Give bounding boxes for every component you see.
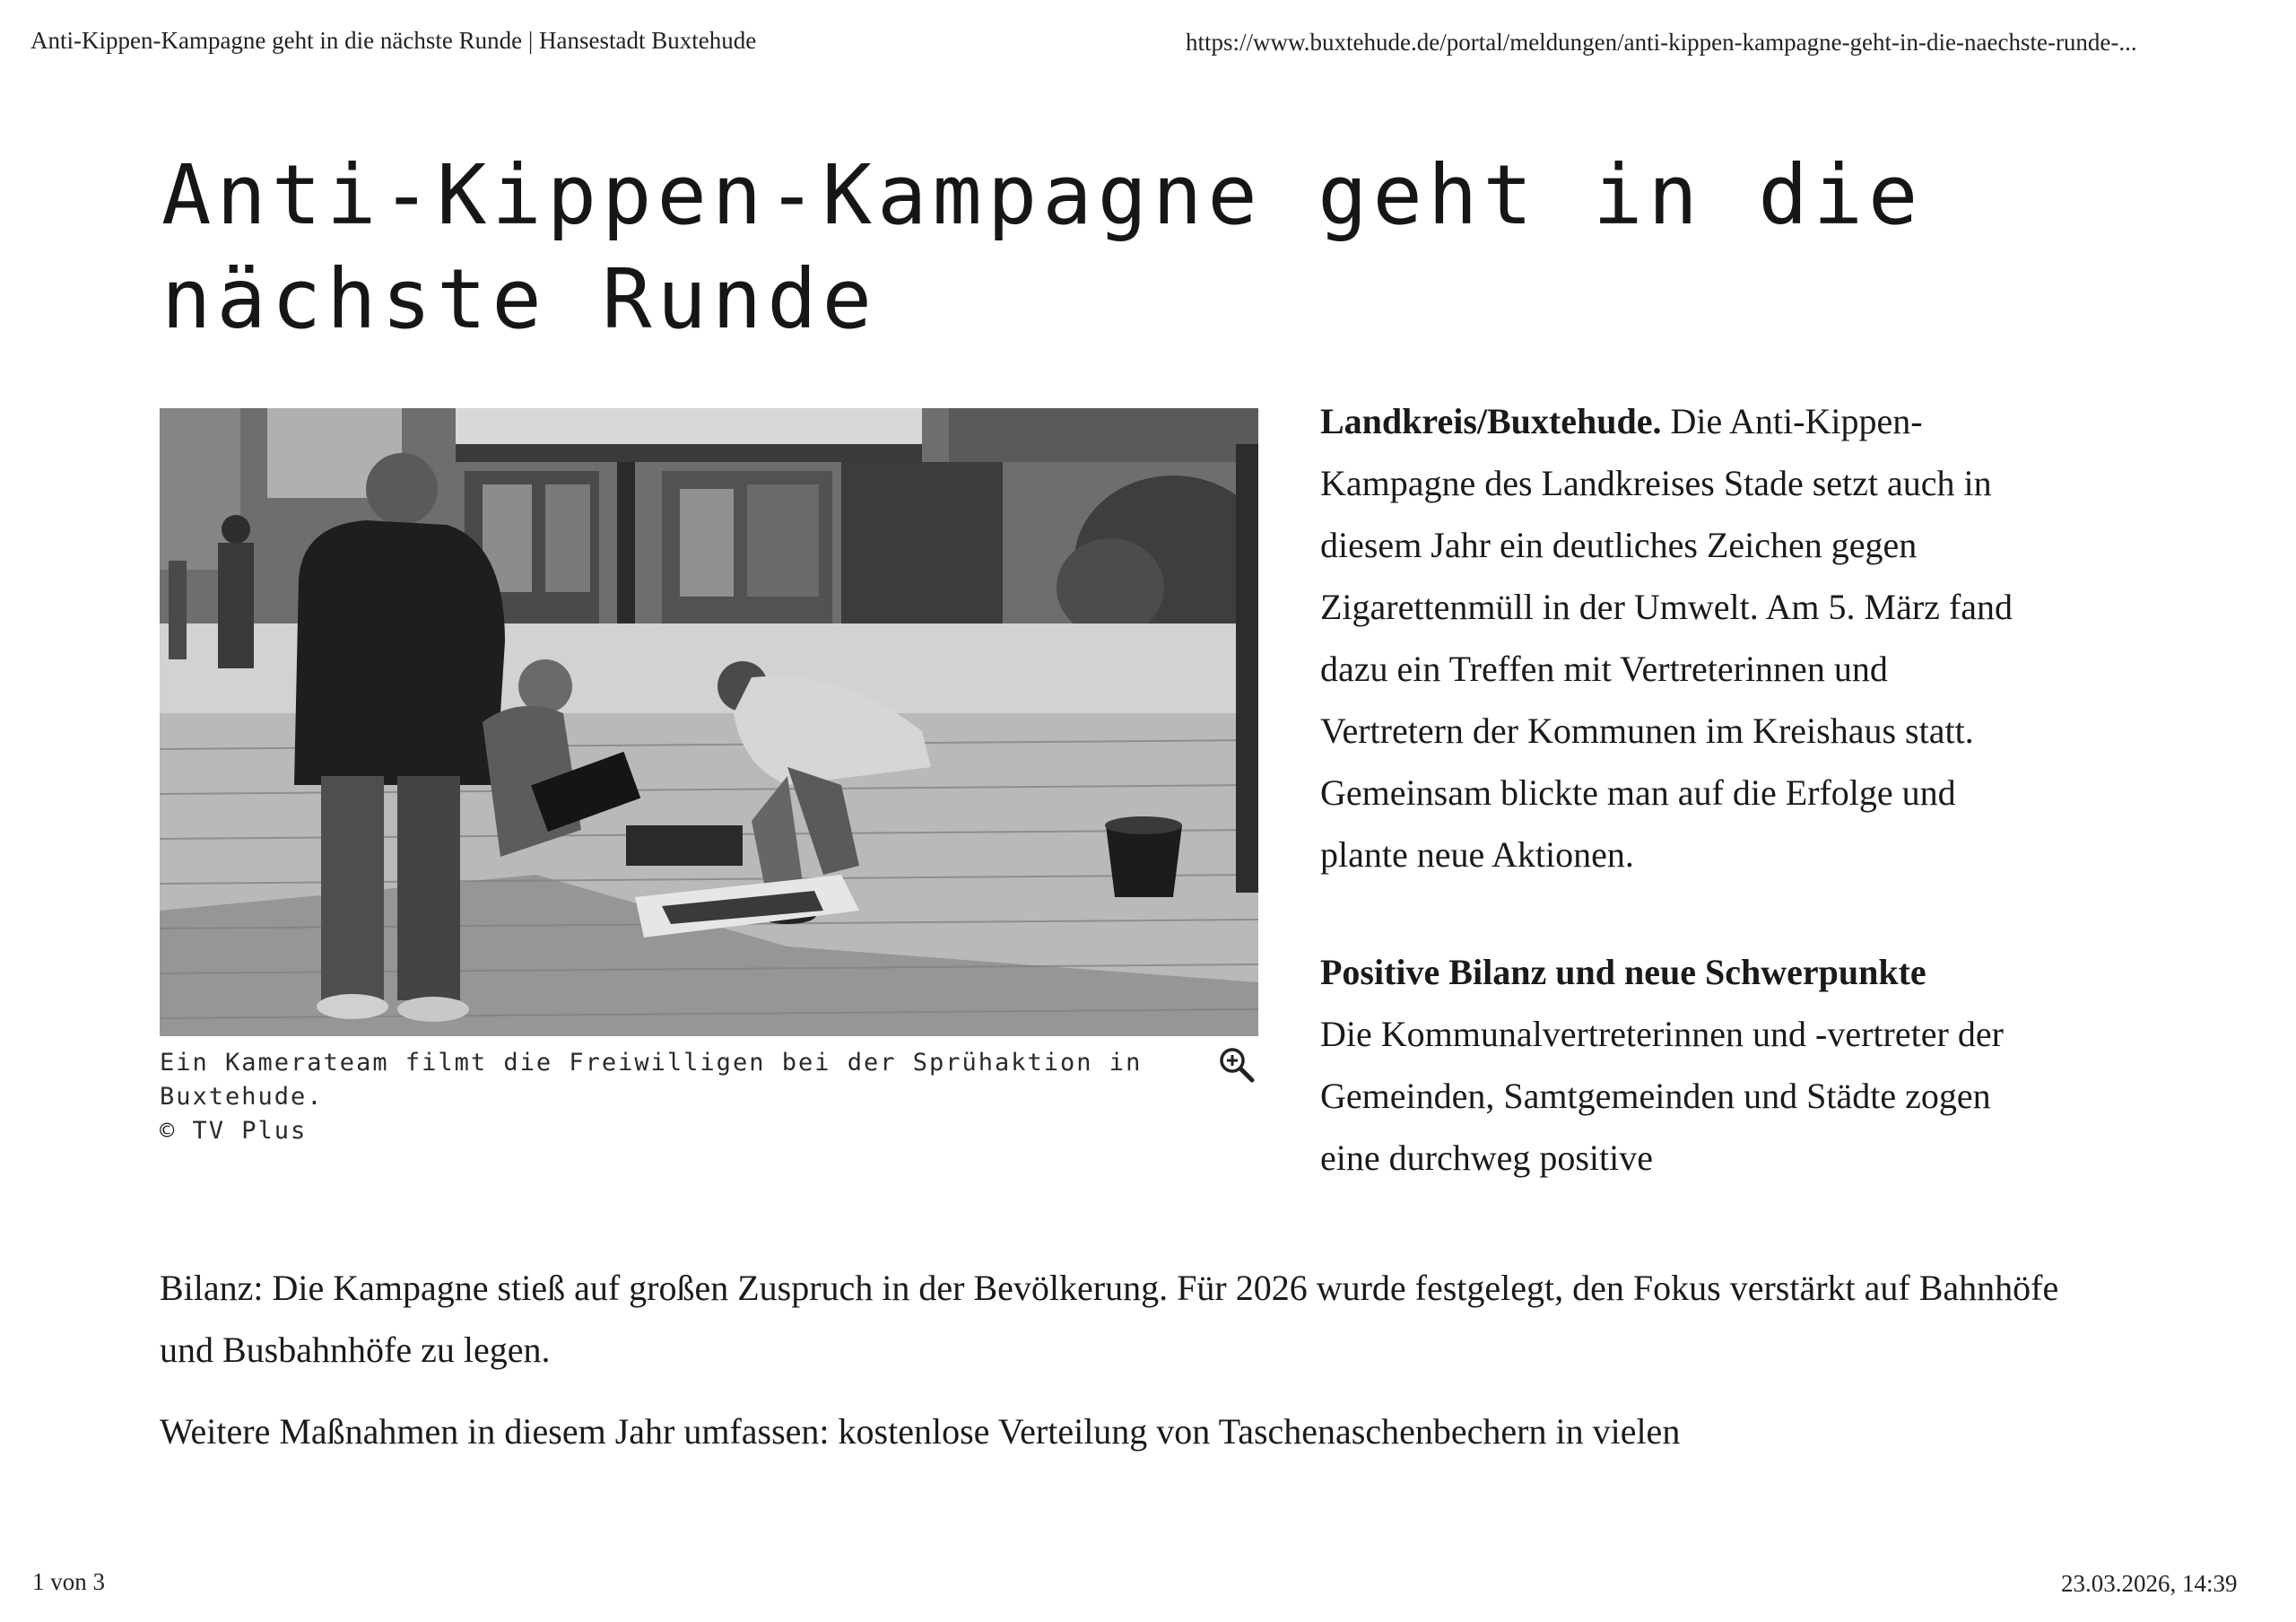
- section-paragraph-start: Die Kommunalvertreterinnen und -vertreter der Gemeinden, Samtgemeinden und Städte zogen eine durchweg positive: [1320, 1014, 2004, 1178]
- lead-paragraph: [1320, 390, 2038, 885]
- article-body: [160, 1257, 2088, 1462]
- section-paragraph-continued: Bilanz: Die Kampagne stieß auf großen Zuspruch in der Bevölkerung. Für 2026 wurde festgelegt, den Fokus verstärkt auf Bahnhöfe und Busbahnhöfe zu legen.: [160, 1268, 2059, 1370]
- photo-credit: © TV Plus: [160, 1117, 308, 1145]
- photo-caption: [160, 1046, 1191, 1148]
- print-header-url[interactable]: https://www.buxtehude.de/portal/meldungen/anti-kippen-kampagne-geht-in-die-naechste-runde-...: [1186, 29, 2137, 56]
- dateline: Landkreis/Buxtehude.: [1320, 401, 1662, 441]
- article-title: Anti-Kippen-Kampagne geht in die nächste Runde: [161, 147, 1924, 347]
- print-page-number: 1 von 3: [32, 1568, 105, 1595]
- print-header-title: Anti-Kippen-Kampagne geht in die nächste Runde | Hansestadt Buxtehude: [30, 27, 757, 54]
- street-scene-photo: [160, 408, 1258, 1036]
- lead-text: Die Anti-Kippen-Kampagne des Landkreises Stade setzt auch in diesem Jahr ein deutliches Zeichen gegen Zigarettenmüll in der Umwelt. Am 5. März fand dazu ein Treffen mit Vertreterinnen und Vertretern der Kommunen im Kreishaus statt. Gemeinsam blickte man auf die Erfolge und plante neue Aktionen.: [1320, 401, 2013, 875]
- next-paragraph: Weitere Maßnahmen in diesem Jahr umfassen: kostenlose Verteilung von Taschenaschenbechern in vielen: [160, 1411, 1681, 1452]
- zoom-in-icon[interactable]: [1216, 1044, 1257, 1086]
- print-datetime: 23.03.2026, 14:39: [2061, 1570, 2238, 1597]
- caption-text: Ein Kamerateam filmt die Freiwilligen bei der Sprühaktion in Buxtehude.: [160, 1049, 1143, 1111]
- section-heading: Positive Bilanz und neue Schwerpunkte: [1320, 952, 1926, 992]
- article-lead-column: [1320, 390, 2038, 1189]
- article-photo[interactable]: [160, 408, 1258, 1036]
